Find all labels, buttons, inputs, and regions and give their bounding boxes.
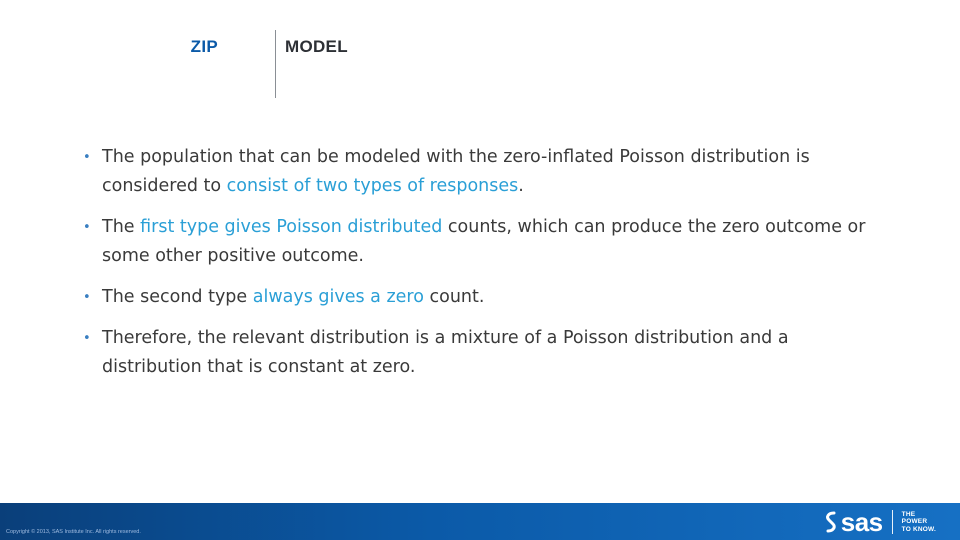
bullet-dot-icon: • — [83, 150, 91, 165]
footer-bar — [0, 503, 960, 540]
title-prefix: ZIP — [190, 37, 218, 56]
title-divider — [275, 30, 276, 98]
logo-separator — [892, 510, 893, 534]
bullet-item — [83, 143, 883, 201]
bullet-text: The — [102, 217, 141, 237]
tagline — [902, 511, 936, 534]
bullet-dot-icon: • — [83, 331, 91, 346]
sas-logo — [823, 508, 936, 536]
tagline-line: THE — [901, 510, 916, 518]
highlighted-text: always gives a zero — [252, 287, 424, 307]
tagline-line: TO KNOW. — [901, 525, 936, 533]
bullet-text: count. — [423, 287, 485, 307]
bullet-item — [83, 283, 883, 312]
bullet-text: The population that can be modeled with the zero-inflated Poisson distribution is considered to — [102, 147, 810, 196]
bullet-dot-icon: • — [83, 290, 91, 305]
logo-wordmark: sas — [840, 507, 883, 537]
bullet-dot-icon: • — [83, 220, 91, 235]
tagline-line: POWER — [901, 518, 928, 526]
copyright-text: Copyright © 2013, SAS Institute Inc. All rights reserved. — [6, 529, 141, 535]
bullet-item — [83, 324, 883, 382]
title-main: MODEL — [285, 37, 348, 56]
bullet-text: counts, which can produce the zero outcome or some other positive outcome. — [102, 217, 866, 266]
sas-swirl-icon — [823, 511, 839, 533]
bullet-item — [83, 213, 883, 271]
highlighted-text: consist of two types of responses — [226, 176, 519, 196]
bullet-text: Therefore, the relevant distribution is a mixture of a Poisson distribution and a distribution that is constant at zero. — [102, 328, 789, 377]
bullet-text: The second type — [102, 287, 253, 307]
bullet-text: . — [518, 176, 524, 196]
bullet-list — [83, 143, 883, 394]
highlighted-text: first type gives Poisson distributed — [140, 217, 443, 237]
